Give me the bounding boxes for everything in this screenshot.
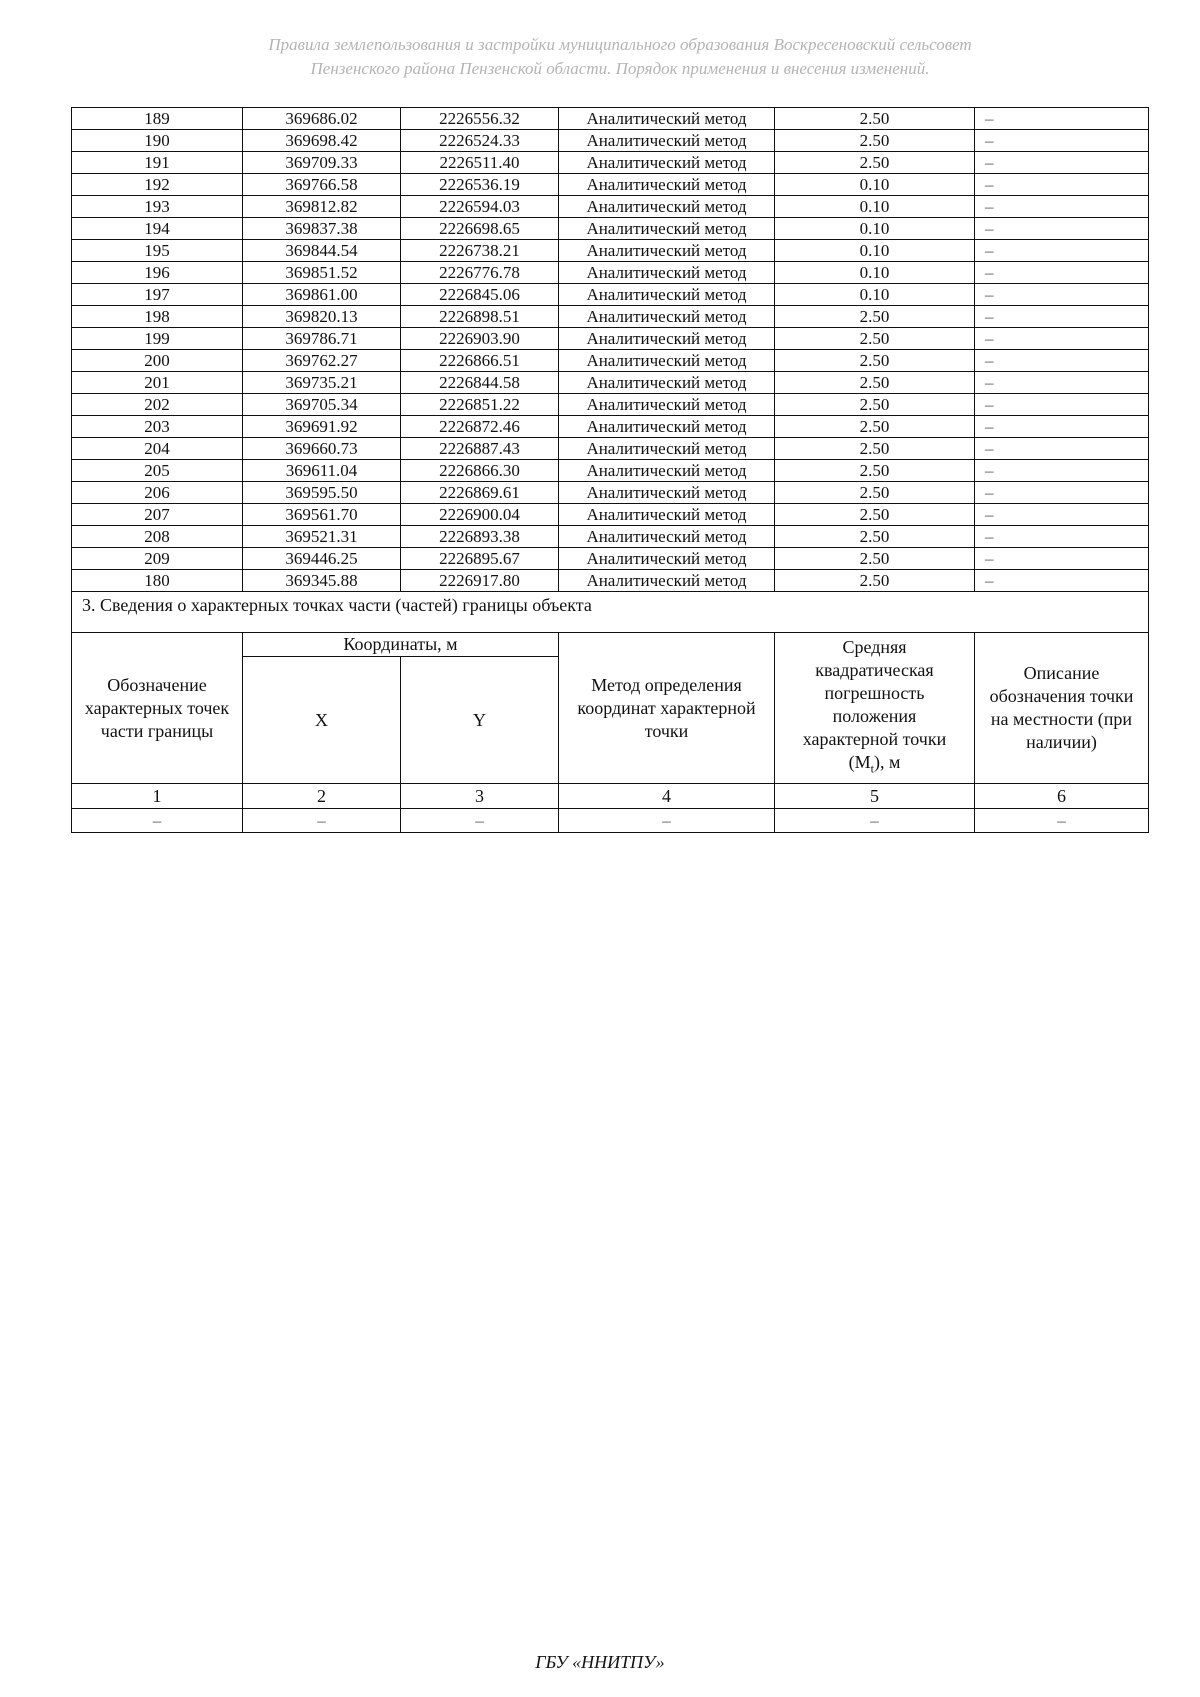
description-cell: – — [975, 372, 1149, 394]
table-row — [72, 504, 1149, 526]
column-numbers-row — [72, 784, 1149, 809]
point-number-cell: 191 — [72, 152, 243, 174]
column-number: 2 — [243, 784, 401, 809]
description-cell: – — [975, 482, 1149, 504]
empty-cell: – — [401, 809, 559, 833]
point-number-cell: 198 — [72, 306, 243, 328]
y-coordinate-cell: 2226594.03 — [401, 196, 559, 218]
method-cell: Аналитический метод — [559, 306, 775, 328]
col-method-header: Метод определения координат характерной точки — [559, 633, 775, 784]
col-coords-header: Координаты, м — [243, 633, 559, 657]
y-coordinate-cell: 2226536.19 — [401, 174, 559, 196]
point-number-cell: 200 — [72, 350, 243, 372]
x-coordinate-cell: 369844.54 — [243, 240, 401, 262]
method-cell: Аналитический метод — [559, 350, 775, 372]
column-number: 6 — [975, 784, 1149, 809]
error-cell: 0.10 — [775, 174, 975, 196]
table-row — [72, 548, 1149, 570]
method-cell: Аналитический метод — [559, 174, 775, 196]
description-cell: – — [975, 350, 1149, 372]
method-cell: Аналитический метод — [559, 196, 775, 218]
y-coordinate-cell: 2226844.58 — [401, 372, 559, 394]
point-number-cell: 197 — [72, 284, 243, 306]
table-row — [72, 482, 1149, 504]
y-coordinate-cell: 2226887.43 — [401, 438, 559, 460]
x-coordinate-cell: 369861.00 — [243, 284, 401, 306]
x-coordinate-cell: 369345.88 — [243, 570, 401, 592]
method-cell: Аналитический метод — [559, 284, 775, 306]
point-number-cell: 202 — [72, 394, 243, 416]
y-coordinate-cell: 2226524.33 — [401, 130, 559, 152]
error-cell: 2.50 — [775, 328, 975, 350]
x-coordinate-cell: 369812.82 — [243, 196, 401, 218]
description-cell: – — [975, 416, 1149, 438]
y-coordinate-cell: 2226893.38 — [401, 526, 559, 548]
table-row — [72, 174, 1149, 196]
y-coordinate-cell: 2226698.65 — [401, 218, 559, 240]
y-coordinate-cell: 2226866.51 — [401, 350, 559, 372]
description-cell: – — [975, 394, 1149, 416]
error-cell: 0.10 — [775, 218, 975, 240]
x-coordinate-cell: 369521.31 — [243, 526, 401, 548]
description-cell: – — [975, 152, 1149, 174]
y-coordinate-cell: 2226903.90 — [401, 328, 559, 350]
method-cell: Аналитический метод — [559, 416, 775, 438]
table-row — [72, 108, 1149, 130]
table-row — [72, 152, 1149, 174]
point-number-cell: 193 — [72, 196, 243, 218]
description-cell: – — [975, 570, 1149, 592]
description-cell: – — [975, 306, 1149, 328]
y-coordinate-cell: 2226872.46 — [401, 416, 559, 438]
method-cell: Аналитический метод — [559, 372, 775, 394]
table-row — [72, 526, 1149, 548]
header-line-1: Правила землепользования и застройки муниципального образования Воскресеновский сельсовет — [268, 35, 972, 54]
point-number-cell: 203 — [72, 416, 243, 438]
error-cell: 2.50 — [775, 526, 975, 548]
method-cell: Аналитический метод — [559, 394, 775, 416]
col-error-text: Средняя квадратическая погрешность положения характерной точки (M — [802, 636, 947, 772]
boundary-points-table — [71, 107, 1149, 833]
error-cell: 0.10 — [775, 262, 975, 284]
points-body — [72, 108, 1149, 592]
error-cell: 0.10 — [775, 240, 975, 262]
method-cell: Аналитический метод — [559, 108, 775, 130]
description-cell: – — [975, 196, 1149, 218]
empty-cell: – — [559, 809, 775, 833]
y-coordinate-cell: 2226866.30 — [401, 460, 559, 482]
description-cell: – — [975, 262, 1149, 284]
point-number-cell: 206 — [72, 482, 243, 504]
x-coordinate-cell: 369595.50 — [243, 482, 401, 504]
y-coordinate-cell: 2226776.78 — [401, 262, 559, 284]
point-number-cell: 205 — [72, 460, 243, 482]
table-row — [72, 240, 1149, 262]
point-number-cell: 209 — [72, 548, 243, 570]
x-coordinate-cell: 369820.13 — [243, 306, 401, 328]
error-cell: 2.50 — [775, 130, 975, 152]
description-cell: – — [975, 284, 1149, 306]
column-number: 5 — [775, 784, 975, 809]
col-error-unit: ), м — [873, 751, 901, 772]
method-cell: Аналитический метод — [559, 240, 775, 262]
point-number-cell: 204 — [72, 438, 243, 460]
table-row — [72, 306, 1149, 328]
y-coordinate-cell: 2226556.32 — [401, 108, 559, 130]
y-coordinate-cell: 2226511.40 — [401, 152, 559, 174]
description-cell: – — [975, 438, 1149, 460]
point-number-cell: 207 — [72, 504, 243, 526]
point-number-cell: 195 — [72, 240, 243, 262]
point-number-cell: 199 — [72, 328, 243, 350]
point-number-cell: 192 — [72, 174, 243, 196]
method-cell: Аналитический метод — [559, 152, 775, 174]
table-row — [72, 372, 1149, 394]
col-error-subscript: t — [870, 761, 874, 776]
y-coordinate-cell: 2226851.22 — [401, 394, 559, 416]
y-coordinate-cell: 2226917.80 — [401, 570, 559, 592]
y-coordinate-cell: 2226895.67 — [401, 548, 559, 570]
table-row — [72, 416, 1149, 438]
x-coordinate-cell: 369766.58 — [243, 174, 401, 196]
error-cell: 2.50 — [775, 394, 975, 416]
method-cell: Аналитический метод — [559, 570, 775, 592]
error-cell: 2.50 — [775, 350, 975, 372]
point-number-cell: 180 — [72, 570, 243, 592]
description-cell: – — [975, 548, 1149, 570]
col-x-header: X — [243, 657, 401, 784]
table-row — [72, 130, 1149, 152]
description-cell: – — [975, 504, 1149, 526]
error-cell: 2.50 — [775, 570, 975, 592]
method-cell: Аналитический метод — [559, 218, 775, 240]
table-row — [72, 570, 1149, 592]
y-coordinate-cell: 2226738.21 — [401, 240, 559, 262]
x-coordinate-cell: 369698.42 — [243, 130, 401, 152]
error-cell: 2.50 — [775, 372, 975, 394]
method-cell: Аналитический метод — [559, 504, 775, 526]
x-coordinate-cell: 369735.21 — [243, 372, 401, 394]
point-number-cell: 208 — [72, 526, 243, 548]
description-cell: – — [975, 240, 1149, 262]
empty-data-row — [72, 809, 1149, 833]
description-cell: – — [975, 526, 1149, 548]
table-row — [72, 350, 1149, 372]
error-cell: 2.50 — [775, 306, 975, 328]
empty-cell: – — [243, 809, 401, 833]
x-coordinate-cell: 369446.25 — [243, 548, 401, 570]
error-cell: 0.10 — [775, 196, 975, 218]
y-coordinate-cell: 2226898.51 — [401, 306, 559, 328]
description-cell: – — [975, 328, 1149, 350]
point-number-cell: 201 — [72, 372, 243, 394]
column-number: 3 — [401, 784, 559, 809]
section-3 — [72, 592, 1149, 833]
table-row — [72, 394, 1149, 416]
x-coordinate-cell: 369851.52 — [243, 262, 401, 284]
method-cell: Аналитический метод — [559, 482, 775, 504]
page-footer: ГБУ «ННИТПУ» — [535, 1652, 665, 1672]
description-cell: – — [975, 130, 1149, 152]
table-row — [72, 460, 1149, 482]
error-cell: 2.50 — [775, 548, 975, 570]
point-number-cell: 196 — [72, 262, 243, 284]
method-cell: Аналитический метод — [559, 438, 775, 460]
empty-cell: – — [72, 809, 243, 833]
col-designation-header: Обозначение характерных точек части границы — [72, 633, 243, 784]
error-cell: 2.50 — [775, 482, 975, 504]
x-coordinate-cell: 369686.02 — [243, 108, 401, 130]
x-coordinate-cell: 369786.71 — [243, 328, 401, 350]
section-3-title-row — [72, 592, 1149, 633]
x-coordinate-cell: 369691.92 — [243, 416, 401, 438]
column-number: 1 — [72, 784, 243, 809]
point-number-cell: 189 — [72, 108, 243, 130]
error-cell: 2.50 — [775, 416, 975, 438]
description-cell: – — [975, 174, 1149, 196]
col-description-header: Описание обозначения точки на местности (при наличии) — [975, 633, 1149, 784]
empty-cell: – — [775, 809, 975, 833]
table-row — [72, 328, 1149, 350]
empty-cell: – — [975, 809, 1149, 833]
y-coordinate-cell: 2226869.61 — [401, 482, 559, 504]
x-coordinate-cell: 369709.33 — [243, 152, 401, 174]
method-cell: Аналитический метод — [559, 460, 775, 482]
error-cell: 2.50 — [775, 108, 975, 130]
column-number: 4 — [559, 784, 775, 809]
table-row — [72, 218, 1149, 240]
error-cell: 2.50 — [775, 460, 975, 482]
description-cell: – — [975, 460, 1149, 482]
table-row — [72, 196, 1149, 218]
table-row — [72, 262, 1149, 284]
table-row — [72, 438, 1149, 460]
description-cell: – — [975, 108, 1149, 130]
error-cell: 0.10 — [775, 284, 975, 306]
x-coordinate-cell: 369611.04 — [243, 460, 401, 482]
section-3-title: 3. Сведения о характерных точках части (частей) границы объекта — [72, 592, 1149, 633]
x-coordinate-cell: 369762.27 — [243, 350, 401, 372]
x-coordinate-cell: 369561.70 — [243, 504, 401, 526]
y-coordinate-cell: 2226845.06 — [401, 284, 559, 306]
method-cell: Аналитический метод — [559, 328, 775, 350]
description-cell: – — [975, 218, 1149, 240]
page-header — [150, 33, 1090, 81]
col-error-header — [775, 633, 975, 784]
point-number-cell: 190 — [72, 130, 243, 152]
x-coordinate-cell: 369837.38 — [243, 218, 401, 240]
error-cell: 2.50 — [775, 152, 975, 174]
table-row — [72, 284, 1149, 306]
section-3-header-row-1 — [72, 633, 1149, 657]
method-cell: Аналитический метод — [559, 262, 775, 284]
method-cell: Аналитический метод — [559, 548, 775, 570]
header-line-2: Пензенского района Пензенской области. Порядок применения и внесения изменений. — [310, 59, 930, 78]
method-cell: Аналитический метод — [559, 526, 775, 548]
error-cell: 2.50 — [775, 438, 975, 460]
point-number-cell: 194 — [72, 218, 243, 240]
x-coordinate-cell: 369660.73 — [243, 438, 401, 460]
x-coordinate-cell: 369705.34 — [243, 394, 401, 416]
method-cell: Аналитический метод — [559, 130, 775, 152]
y-coordinate-cell: 2226900.04 — [401, 504, 559, 526]
col-y-header: Y — [401, 657, 559, 784]
error-cell: 2.50 — [775, 504, 975, 526]
